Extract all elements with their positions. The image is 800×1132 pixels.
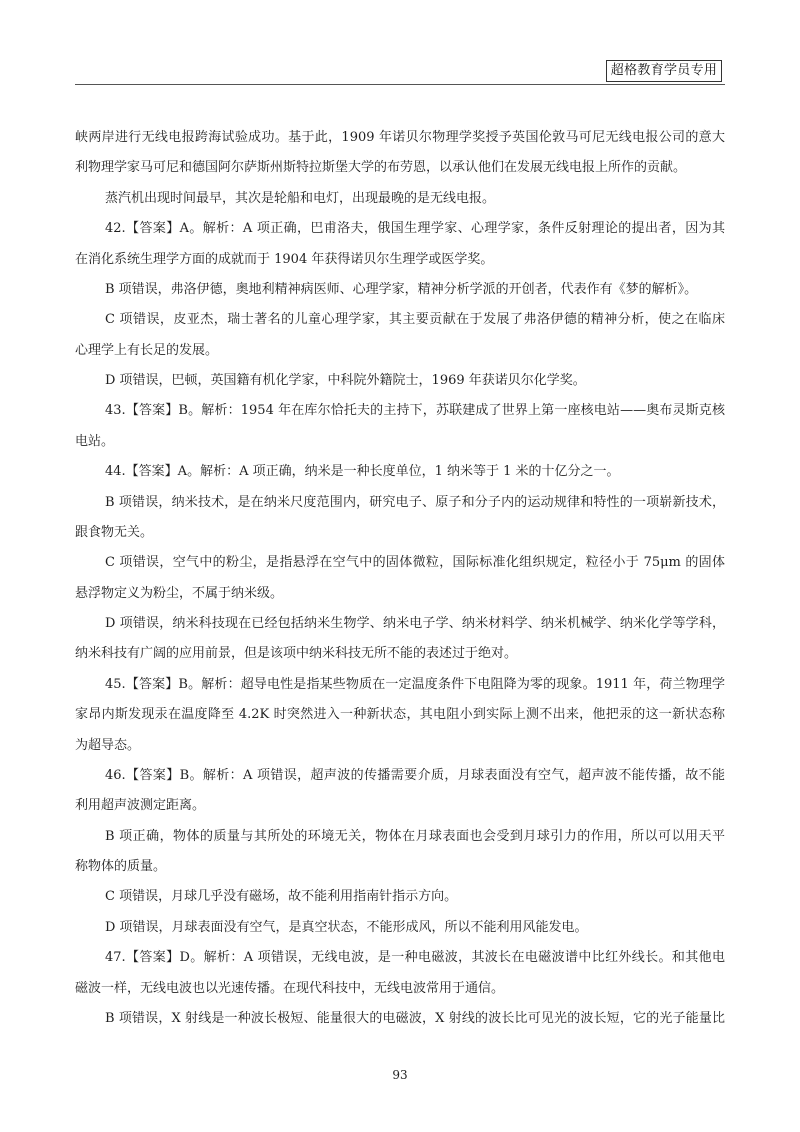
text-line: 47.【答案】D。解析：A 项错误，无线电波，是一种电磁波，其波长在电磁波谱中比红外线长。和其他电 bbox=[105, 950, 725, 966]
text-line: 电站。 bbox=[75, 433, 115, 449]
header-divider bbox=[75, 84, 725, 85]
text-line: B 项正确，物体的质量与其所处的环境无关，物体在月球表面也会受到月球引力的作用，所以可以用天平 bbox=[105, 828, 725, 844]
text-line: B 项错误，弗洛伊德，奥地利精神病医师、心理学家，精神分析学派的开创者，代表作有《梦的解析》。 bbox=[105, 281, 698, 297]
paragraph bbox=[75, 882, 725, 912]
document-body bbox=[75, 123, 725, 1034]
text-line: 在消化系统生理学方面的成就而于 1904 年获得诺贝尔生理学或医学奖。 bbox=[75, 251, 494, 267]
paragraph bbox=[75, 123, 725, 184]
header-label: 超格教育学员专用 bbox=[606, 60, 722, 82]
paragraph bbox=[75, 1004, 725, 1034]
paragraph bbox=[75, 396, 725, 457]
text-line: D 项错误，月球表面没有空气，是真空状态，不能形成风，所以不能利用风能发电。 bbox=[105, 919, 588, 935]
paragraph bbox=[75, 761, 725, 822]
text-line: 46.【答案】B。解析：A 项错误，超声波的传播需要介质，月球表面没有空气，超声波不能传播，故不能 bbox=[105, 767, 725, 783]
text-line: 蒸汽机出现时间最早，其次是轮船和电灯，出现最晚的是无线电报。 bbox=[105, 190, 496, 206]
text-line: 纳米科技有广阔的应用前景，但是该项中纳米科技无所不能的表述过于绝对。 bbox=[75, 646, 518, 662]
text-line: B 项错误，纳米技术，是在纳米尺度范围内，研究电子、原子和分子内的运动规律和特性的一项崭新技术， bbox=[105, 494, 725, 510]
text-line: 44.【答案】A。解析：A 项正确，纳米是一种长度单位，1 纳米等于 1 米的十亿分之一。 bbox=[105, 464, 620, 480]
text-line: 磁波一样，无线电波也以光速传播。在现代科技中，无线电波常用于通信。 bbox=[75, 980, 505, 996]
text-line: 45.【答案】B。解析：超导电性是指某些物质在一定温度条件下电阻降为零的现象。1911 年，荷兰物理学 bbox=[105, 676, 725, 692]
paragraph bbox=[75, 305, 725, 366]
paragraph bbox=[75, 457, 725, 487]
text-line: D 项错误，巴顿，英国籍有机化学家，中科院外籍院士，1969 年获诺贝尔化学奖。 bbox=[105, 373, 586, 388]
text-line: 利物理学家马可尼和德国阿尔萨斯州斯特拉斯堡大学的布劳恩，以承认他们在发展无线电报上所作的贡献。 bbox=[75, 160, 687, 176]
text-line: 峡两岸进行无线电报跨海试验成功。基于此，1909 年诺贝尔物理学奖授予英国伦敦马可尼无线电报公司的意大 bbox=[75, 130, 725, 145]
text-line: D 项错误，纳米科技现在已经包括纳米生物学、纳米电子学、纳米材料学、纳米机械学、纳米化学等学科， bbox=[105, 616, 725, 631]
page-number: 93 bbox=[392, 1068, 408, 1082]
paragraph bbox=[75, 913, 725, 943]
paragraph bbox=[75, 670, 725, 761]
paragraph bbox=[75, 609, 725, 670]
text-line: 42.【答案】A。解析：A 项正确，巴甫洛夫，俄国生理学家、心理学家，条件反射理论的提出者，因为其 bbox=[105, 221, 725, 237]
text-line: 为超导态。 bbox=[75, 737, 141, 753]
paragraph bbox=[75, 184, 725, 214]
text-line: 悬浮物定义为粉尘，不属于纳米级。 bbox=[75, 585, 284, 601]
text-line: C 项错误，月球几乎没有磁场，故不能利用指南针指示方向。 bbox=[105, 889, 458, 905]
paragraph bbox=[75, 822, 725, 883]
text-line: C 项错误，空气中的粉尘，是指悬浮在空气中的固体微粒，国际标准化组织规定，粒径小于 75μm 的固体 bbox=[105, 555, 725, 571]
text-line: 利用超声波测定距离。 bbox=[75, 798, 206, 814]
paragraph bbox=[75, 214, 725, 275]
text-line: 家昂内斯发现汞在温度降至 4.2K 时突然进入一种新状态，其电阻小到实际上测不出来，他把汞的这一新状态称 bbox=[75, 707, 725, 723]
text-line: C 项错误，皮亚杰，瑞士著名的儿童心理学家，其主要贡献在于发展了弗洛伊德的精神分析，使之在临床 bbox=[105, 312, 725, 328]
paragraph bbox=[75, 488, 725, 549]
text-line: 称物体的质量。 bbox=[75, 859, 167, 874]
paragraph bbox=[75, 943, 725, 1004]
text-line: 跟食物无关。 bbox=[75, 524, 154, 540]
text-line: B 项错误，X 射线是一种波长极短、能量很大的电磁波，X 射线的波长比可见光的波长短，它的光子能量比 bbox=[105, 1010, 725, 1026]
text-line: 43.【答案】B。解析：1954 年在库尔恰托夫的主持下，苏联建成了世界上第一座核电站——奥布灵斯克核 bbox=[105, 403, 725, 419]
text-line: 心理学上有长足的发展。 bbox=[75, 342, 219, 358]
paragraph bbox=[75, 548, 725, 609]
paragraph bbox=[75, 366, 725, 396]
paragraph bbox=[75, 275, 725, 305]
